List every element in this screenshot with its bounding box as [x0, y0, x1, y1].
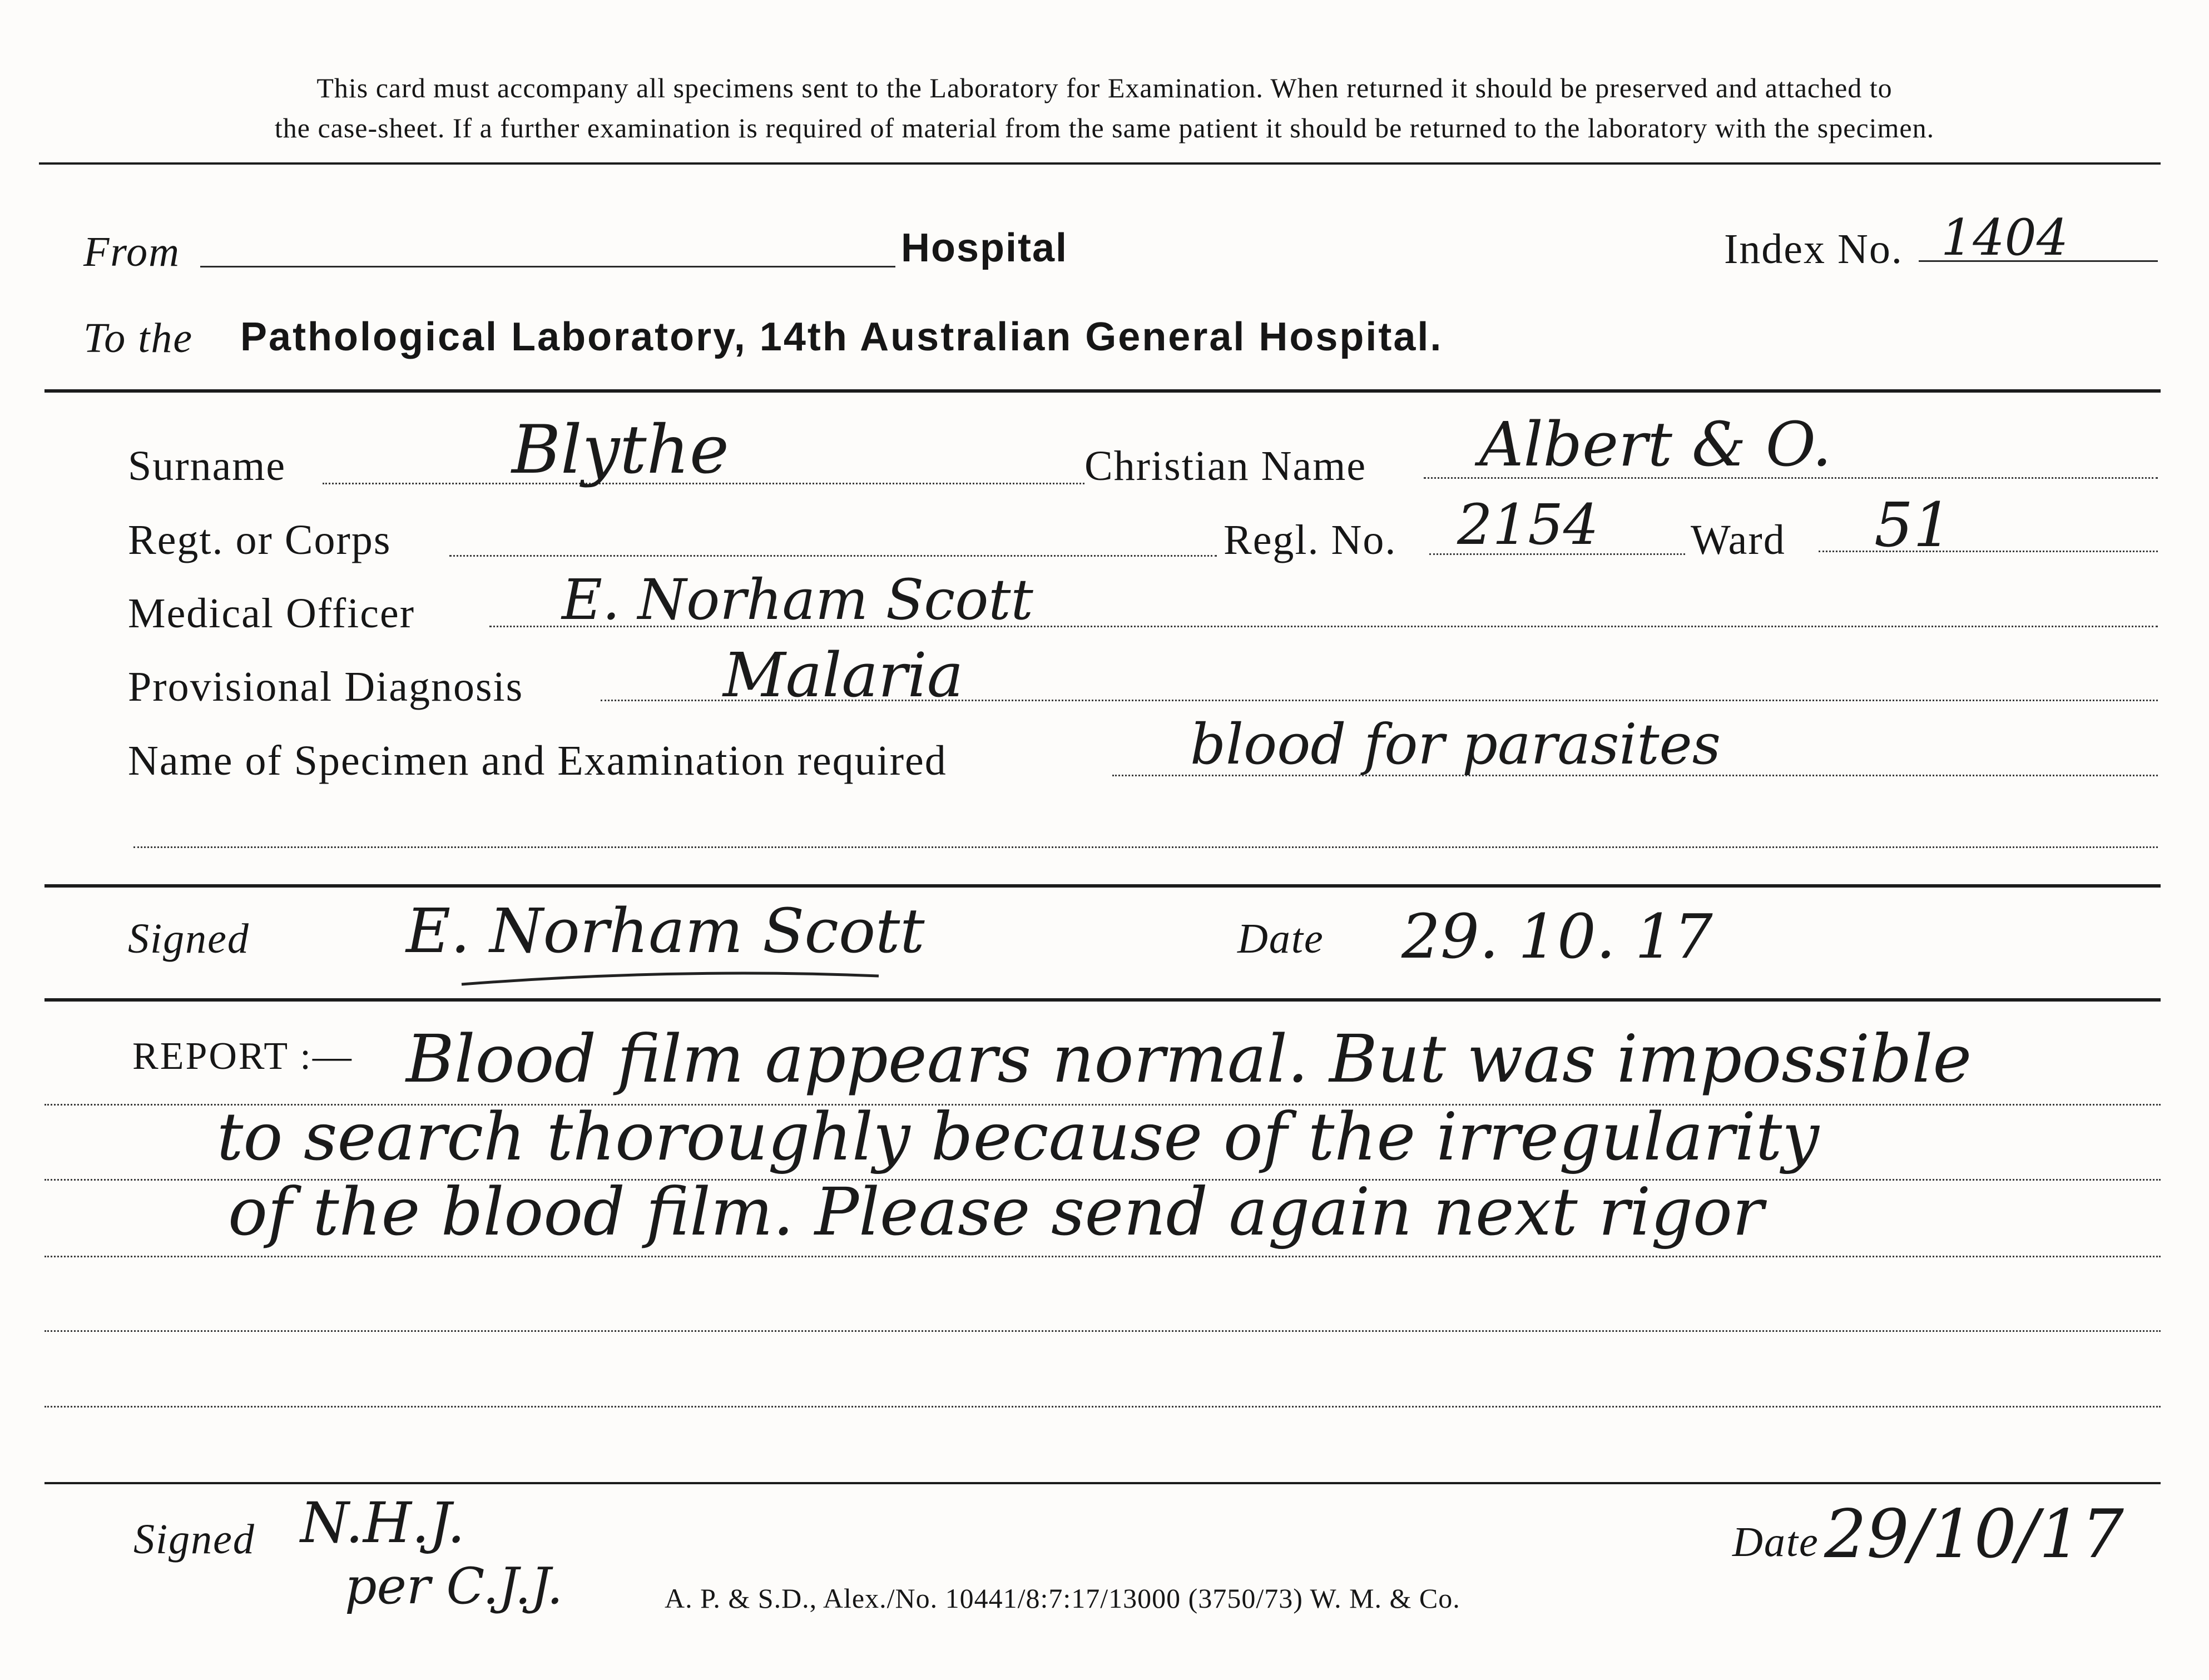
index-label: Index No. — [1724, 226, 1903, 272]
medical-officer-value: E. Norham Scott — [562, 567, 1033, 632]
surname-label: Surname — [128, 443, 286, 489]
divider — [39, 162, 2161, 165]
report-signed-label: Signed — [133, 1516, 255, 1563]
blank-line — [133, 846, 2158, 848]
report-signed-value: N.H.J. — [300, 1490, 465, 1555]
specimen-label: Name of Specimen and Examination required — [128, 737, 947, 784]
signature-underline — [456, 962, 1012, 995]
christian-name-value: Albert & O. — [1479, 409, 1832, 480]
regl-no-value: 2154 — [1457, 492, 1599, 557]
ward-line — [1819, 551, 2158, 552]
divider — [44, 884, 2161, 888]
notice-line-2: the case-sheet. If a further examination is required of material from the same patient it should be returned to the laboratory with the specimen. — [274, 112, 1935, 143]
report-rule — [44, 1406, 2161, 1408]
from-label: From — [83, 229, 181, 275]
report-rule — [44, 1256, 2161, 1257]
regl-no-label: Regl. No. — [1224, 517, 1397, 563]
ward-value: 51 — [1874, 489, 1952, 561]
notice-line-1: This card must accompany all specimens sent to the Laboratory for Examination. When returned it should be preserved and attached to — [316, 72, 1893, 103]
report-date-label: Date — [1732, 1519, 1819, 1565]
divider — [44, 389, 2161, 393]
ward-label: Ward — [1691, 517, 1786, 563]
report-line-3: of the blood film. Please send again next rigor — [228, 1173, 1764, 1250]
date-value: 29. 10. 17 — [1401, 901, 1713, 972]
signed-value: E. Norham Scott — [406, 895, 925, 967]
diagnosis-label: Provisional Diagnosis — [128, 663, 524, 710]
report-date-value: 29/10/17 — [1824, 1496, 2124, 1573]
specimen-value: blood for parasites — [1190, 712, 1721, 777]
printer-imprint: A. P. & S.D., Alex./No. 10441/8:7:17/13000 (3750/73) W. M. & Co. — [665, 1583, 1460, 1614]
signed-label: Signed — [128, 915, 250, 962]
regt-corps-label: Regt. or Corps — [128, 517, 392, 563]
index-value: 1404 — [1941, 209, 2069, 267]
regt-corps-line — [449, 555, 1217, 557]
laboratory-name: Pathological Laboratory, 14th Australian General Hospital. — [240, 315, 1443, 359]
from-field-line — [200, 266, 895, 267]
divider — [44, 998, 2161, 1002]
to-label: To the — [83, 315, 194, 361]
surname-value: Blythe — [512, 412, 729, 489]
report-label: REPORT :— — [132, 1035, 353, 1078]
christian-name-label: Christian Name — [1084, 443, 1367, 489]
report-signed-value-2: per C.J.J. — [345, 1557, 563, 1615]
diagnosis-value: Malaria — [723, 640, 964, 711]
divider — [44, 1482, 2161, 1484]
report-line-2: to search thoroughly because of the irregularity — [217, 1098, 1819, 1175]
medical-officer-label: Medical Officer — [128, 590, 415, 637]
report-rule — [44, 1330, 2161, 1332]
hospital-label: Hospital — [901, 226, 1068, 270]
date-label: Date — [1237, 915, 1324, 962]
report-line-1: Blood film appears normal. But was impossible — [406, 1020, 1972, 1097]
